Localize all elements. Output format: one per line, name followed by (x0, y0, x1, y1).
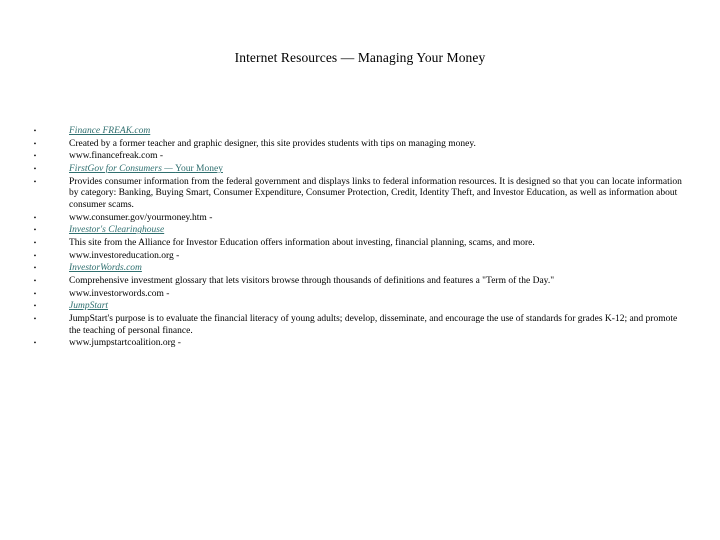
link-jumpstart[interactable]: JumpStart (69, 301, 109, 312)
url-finance-freak: www.financefreak.com - (69, 151, 164, 162)
bullet-icon: • (33, 339, 37, 348)
description-firstgov: Provides consumer information from the federal government and displays links to federal information resources. It is designed so that you can locate information by category: Banking, Buying Smart, Consumer Expenditure, Consumer Protection, Credit, Identity Theft, and Investor Education, as well as information about consumer scams. (69, 176, 682, 210)
bullet-icon: • (33, 177, 37, 186)
url-investorwords: www.investorwords.com - (69, 288, 170, 299)
bullet-icon: • (33, 315, 37, 324)
list-item (32, 126, 690, 138)
bullet-icon: • (33, 251, 37, 260)
list-item (32, 338, 690, 350)
link-firstgov-label: FirstGov for Consumers — (69, 164, 176, 175)
link-finance-freak[interactable]: Finance FREAK.com (69, 126, 151, 136)
link-firstgov-consumers[interactable] (69, 164, 223, 174)
list-item (32, 177, 690, 212)
bullet-icon: • (33, 277, 37, 286)
bullet-icon: • (33, 239, 37, 247)
list-item (32, 225, 690, 237)
list-item (32, 213, 690, 225)
list-item (32, 289, 690, 301)
list-item (32, 314, 690, 337)
description-jumpstart: JumpStart's purpose is to evaluate the financial literacy of young adults; develop, disseminate, and encourage the use of standards for grades K-12; and promote the teaching of personal finance. (69, 314, 678, 336)
bullet-icon: • (33, 226, 37, 235)
list-item (32, 164, 690, 176)
list-item (32, 251, 690, 263)
bullet-icon: • (33, 302, 37, 311)
page-title: Internet Resources — Managing Your Money (234, 50, 486, 65)
list-item (32, 276, 690, 288)
description-investors-clearinghouse: This site from the Alliance for Investor Education offers information about investing, financial planning, scams, and more. (69, 238, 535, 248)
list-item (32, 151, 690, 163)
bullet-icon: • (33, 127, 37, 135)
bullet-icon: • (33, 139, 37, 148)
link-firstgov-label-upright: Your Money (175, 164, 223, 175)
list-item (32, 238, 690, 250)
url-firstgov: www.consumer.gov/yourmoney.htm - (69, 212, 213, 223)
bullet-icon: • (33, 152, 37, 161)
resource-list (32, 126, 690, 351)
description-finance-freak: Created by a former teacher and graphic designer, this site provides students with tips on managing money. (69, 138, 476, 149)
link-investorwords[interactable]: InvestorWords.com (69, 263, 142, 274)
link-investors-clearinghouse[interactable]: Investor's Clearinghouse (69, 225, 165, 236)
list-item (32, 139, 690, 151)
bullet-icon: • (33, 213, 37, 222)
list-item (32, 301, 690, 313)
url-jumpstart: www.jumpstartcoalition.org - (69, 338, 181, 349)
bullet-icon: • (33, 264, 37, 273)
bullet-icon: • (33, 289, 37, 298)
url-investor-education: www.investoreducation.org - (69, 250, 180, 261)
bullet-icon: • (33, 165, 37, 174)
list-item (32, 263, 690, 275)
description-investorwords: Comprehensive investment glossary that lets visitors browse through thousands of definitions and features a "Term of the Day." (69, 276, 555, 287)
